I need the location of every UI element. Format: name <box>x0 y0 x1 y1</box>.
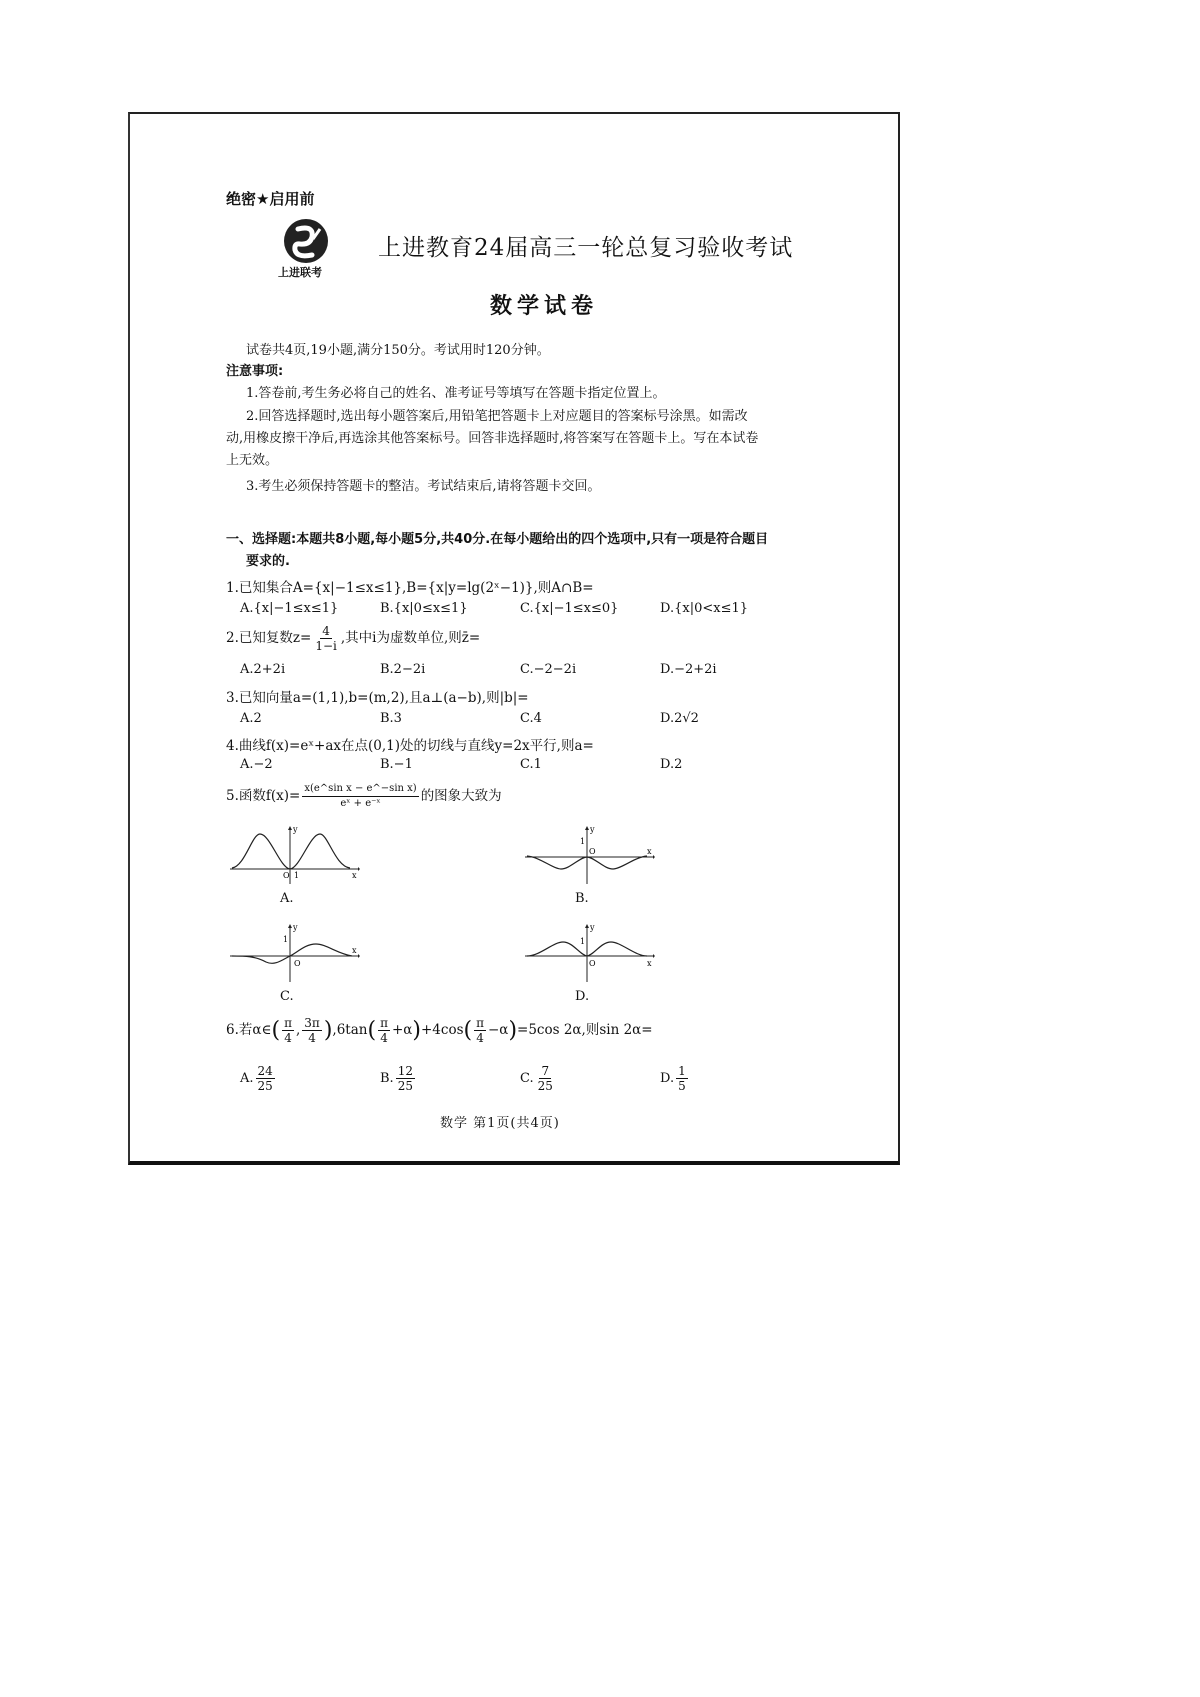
graph-a-tick: 1 <box>294 871 300 880</box>
section-heading-line1: 一、选择题:本题共8小题,每小题5分,共40分.在每小题给出的四个选项中,只有一项是符合题目 <box>226 532 769 547</box>
question-4-option-c: C.1 <box>520 757 542 772</box>
question-3-option-d: D.2√2 <box>660 711 699 726</box>
question-1-option-d: D.{x|0<x≤1} <box>660 601 749 616</box>
graph-a <box>230 824 360 890</box>
question-6-option-d: D. $\frac{1}{5}$ <box>660 1064 686 1093</box>
graph-c-tick: 1 <box>283 935 289 944</box>
question-6-option-b: B. $\frac{12}{25}$ <box>380 1064 413 1093</box>
graph-d-origin: O <box>589 959 596 968</box>
question-6-option-a: A. $\frac{24}{25}$ <box>240 1064 273 1093</box>
graph-b-y-label: y <box>590 825 595 834</box>
question-2-option-b: B.2−2i <box>380 662 426 677</box>
exam-title: 上进教育24届高三一轮总复习验收考试 <box>378 235 794 261</box>
graph-a-y-label: y <box>293 825 298 834</box>
notice-1: 1.答卷前,考生务必将自己的姓名、准考证号等填写在答题卡指定位置上。 <box>246 386 666 401</box>
question-4-option-d: D.2 <box>660 757 683 772</box>
notice-2-line2: 动,用橡皮擦干净后,再选涂其他答案标号。回答非选择题时,将答案写在答题卡上。写在本试卷 <box>226 431 759 446</box>
page-footer: 数学 第1页(共4页) <box>440 1116 560 1131</box>
graph-a-label: A. <box>280 891 294 906</box>
question-3-option-b: B.3 <box>380 711 402 726</box>
graph-c <box>230 922 360 988</box>
question-5-fraction: $\frac{\text{x(e\textasciicircum{}sin x − e\textasciicircum{}−sin x)}}{\text{eˣ + e⁻ˣ}}$ <box>304 783 417 809</box>
logo-text: 上进联考 <box>278 266 322 279</box>
question-2-stem: 2.已知复数z= $\frac{4}{1-i}$ ,其中i为虚数单位,则z̄= <box>226 624 481 653</box>
question-5-stem: 5.函数f(x)= $\frac{\text{x(e\textasciicircum{}sin x − e\textasciicircum{}−sin x)}}{\text{eˣ + e⁻ˣ}}$ 的图象大致为 <box>226 783 502 809</box>
question-1-stem: 1.已知集合A={x|−1≤x≤1},B={x|y=lg(2ˣ−1)},则A∩B= <box>226 580 594 596</box>
graph-d-tick: 1 <box>580 937 586 946</box>
graph-d-label: D. <box>575 989 590 1004</box>
notice-2-line1: 2.回答选择题时,选出每小题答案后,用铅笔把答题卡上对应题目的答案标号涂黑。如需改 <box>246 409 748 424</box>
question-3-option-c: C.4 <box>520 711 542 726</box>
graph-a-origin: O <box>283 871 290 880</box>
question-1-option-a: A.{x|−1≤x≤1} <box>240 601 339 616</box>
exam-page <box>128 112 900 1165</box>
question-3-option-a: A.2 <box>240 711 262 726</box>
notice-2-line3: 上无效。 <box>226 453 279 468</box>
question-2-option-c: C.−2−2i <box>520 662 577 677</box>
exam-summary: 试卷共4页,19小题,满分150分。考试用时120分钟。 <box>246 343 550 358</box>
question-4-stem: 4.曲线f(x)=eˣ+ax在点(0,1)处的切线与直线y=2x平行,则a= <box>226 738 594 754</box>
graph-b-label: B. <box>575 891 589 906</box>
graph-c-label: C. <box>280 989 294 1004</box>
question-4-option-b: B.−1 <box>380 757 413 772</box>
question-2-fraction: $\frac{4}{1-i}$ <box>315 624 337 653</box>
question-4-option-a: A.−2 <box>240 757 273 772</box>
graph-b-origin: O <box>589 847 596 856</box>
graph-a-x-label: x <box>352 871 357 880</box>
graph-c-origin: O <box>294 959 301 968</box>
section-heading-line2: 要求的. <box>246 554 290 569</box>
question-1-option-c: C.{x|−1≤x≤0} <box>520 601 619 616</box>
notice-heading: 注意事项: <box>226 364 284 379</box>
subject-title: 数学试卷 <box>490 293 599 319</box>
graph-c-y-label: y <box>293 923 298 932</box>
notice-3: 3.考生必须保持答题卡的整洁。考试结束后,请将答题卡交回。 <box>246 479 601 494</box>
graph-c-x-label: x <box>352 946 357 955</box>
graph-b <box>525 824 655 890</box>
secret-mark: 绝密★启用前 <box>226 190 315 208</box>
graph-d-y-label: y <box>590 923 595 932</box>
question-6-option-c: C. $\frac{7}{25}$ <box>520 1064 553 1093</box>
graph-d <box>525 922 655 988</box>
question-1-option-b: B.{x|0≤x≤1} <box>380 601 468 616</box>
question-6-stem: 6.若α∈( $\frac{\pi}{4}$ , $\frac{3\pi}{4}$ ),6tan( $\frac{\pi}{4}$ +α)+4cos( $\frac{\pi}{4}$ −α)=5cos 2α,则sin 2α= <box>226 1016 653 1045</box>
graph-b-tick: 1 <box>580 837 586 846</box>
question-3-stem: 3.已知向量a=(1,1),b=(m,2),且a⊥(a−b),则|b|= <box>226 690 529 706</box>
graph-d-x-label: x <box>647 959 652 968</box>
graph-b-x-label: x <box>647 847 652 856</box>
question-2-option-d: D.−2+2i <box>660 662 717 677</box>
question-2-option-a: A.2+2i <box>240 662 286 677</box>
